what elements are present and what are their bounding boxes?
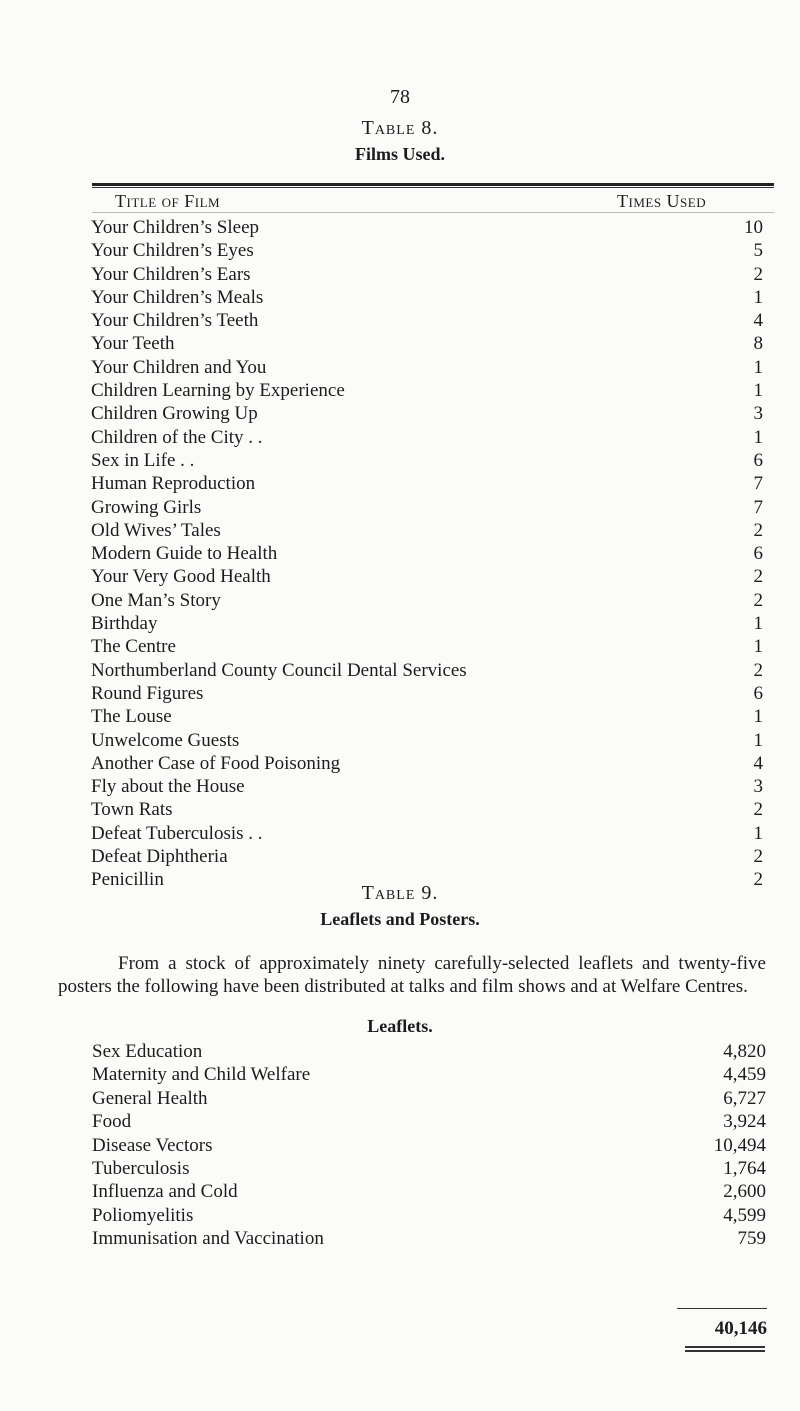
leaflet-row-title: Sex Education: [92, 1041, 203, 1062]
film-row-title: Fly about the House: [91, 776, 245, 798]
film-row: [91, 752, 763, 775]
film-row-count: 1: [753, 706, 763, 728]
film-row-count: 6: [753, 543, 763, 565]
film-row: [91, 519, 763, 542]
film-row-title: Children Growing Up: [91, 403, 258, 425]
film-row-title: Town Rats: [91, 799, 173, 821]
film-row: [91, 822, 763, 845]
leaflet-row-title: Immunisation and Vaccination: [92, 1228, 324, 1250]
leaflet-row-count: 4,820: [723, 1041, 766, 1062]
film-row: [91, 496, 763, 519]
sum-rule: [677, 1308, 767, 1309]
films-table: [91, 216, 763, 892]
intro-text: From a stock of approximately ninety carefully-selected leaflets and twenty-five posters the following have been distributed at talks and film shows and at Welfare Centres.: [58, 953, 766, 997]
leaflet-row-title: Disease Vectors: [92, 1134, 213, 1156]
film-row-count: 1: [753, 636, 763, 658]
film-row-count: 7: [753, 473, 763, 495]
film-row: [91, 845, 763, 868]
film-row-title: Defeat Tuberculosis . .: [91, 822, 263, 844]
film-row-count: 1: [753, 822, 763, 844]
intro-paragraph: [58, 952, 766, 998]
film-row-title: Round Figures: [91, 682, 204, 704]
film-row-title: Human Reproduction: [91, 473, 256, 495]
leaflet-row-count: 1,764: [723, 1157, 766, 1179]
leaflet-row: [92, 1157, 766, 1180]
leaflet-row: [92, 1040, 766, 1063]
table-8-subtitle: Films Used.: [355, 144, 445, 164]
leaflet-row: [92, 1227, 766, 1250]
film-row-count: 2: [753, 589, 763, 611]
film-row: [91, 263, 763, 286]
film-row: [91, 798, 763, 821]
film-row-count: 1: [753, 286, 763, 308]
film-row-count: 1: [753, 380, 763, 402]
film-row: [91, 589, 763, 612]
film-row-title: Growing Girls: [91, 496, 202, 518]
film-row: [91, 635, 763, 658]
film-row-count: 1: [753, 613, 763, 635]
film-row: [91, 309, 763, 332]
film-row: [91, 379, 763, 402]
leaflets-table: [92, 1040, 766, 1251]
leaflet-row-count: 10,494: [713, 1134, 766, 1156]
film-row-title: The Louse: [91, 706, 172, 728]
film-row-count: 4: [753, 310, 763, 332]
column-header-times: Times Used: [617, 191, 707, 211]
leaflet-row: [92, 1087, 766, 1110]
film-row-title: Your Children and You: [91, 356, 267, 378]
table-8-label: Table 8.: [361, 117, 439, 139]
leaflet-row-title: Tuberculosis: [92, 1157, 190, 1179]
film-row-title: Sex in Life . .: [91, 449, 195, 471]
page-number: 78: [390, 86, 410, 108]
film-row-title: Your Teeth: [91, 333, 175, 355]
film-row-count: 1: [753, 426, 763, 448]
leaflet-row-title: Poliomyelitis: [92, 1204, 194, 1226]
film-row: [91, 775, 763, 798]
film-row: [91, 239, 763, 262]
film-row: [91, 449, 763, 472]
header-underline: [92, 212, 774, 213]
film-row-title: Your Children’s Ears: [91, 263, 251, 285]
film-row-count: 10: [744, 217, 763, 238]
film-row-title: Modern Guide to Health: [91, 543, 278, 565]
film-row: [91, 705, 763, 728]
film-row-count: 2: [753, 869, 763, 891]
film-row-count: 2: [753, 519, 763, 541]
film-row-title: Unwelcome Guests: [91, 729, 240, 751]
film-row: [91, 356, 763, 379]
leaflet-row-count: 759: [737, 1228, 766, 1250]
film-row-count: 6: [753, 449, 763, 471]
film-row: [91, 402, 763, 425]
film-row-count: 6: [753, 682, 763, 704]
film-row-count: 3: [753, 776, 763, 798]
leaflets-total: 40,146: [714, 1318, 767, 1339]
leaflet-row-count: 4,599: [723, 1204, 766, 1226]
film-row: [91, 472, 763, 495]
film-row-count: 3: [753, 403, 763, 425]
film-row-title: Northumberland County Council Dental Services: [91, 659, 467, 681]
film-row-title: Your Children’s Sleep: [91, 217, 260, 238]
leaflet-row-count: 2,600: [723, 1181, 766, 1203]
film-row-title: Your Very Good Health: [91, 566, 271, 588]
film-row-count: 4: [753, 752, 763, 774]
film-row-count: 7: [753, 496, 763, 518]
film-row: [91, 682, 763, 705]
leaflet-row: [92, 1180, 766, 1203]
film-row: [91, 612, 763, 635]
film-row-title: Birthday: [91, 613, 158, 635]
total-double-rule-top: [685, 1346, 765, 1348]
leaflet-row-title: Influenza and Cold: [92, 1181, 238, 1203]
leaflet-row-count: 6,727: [723, 1087, 766, 1109]
film-row-count: 2: [753, 566, 763, 588]
film-row-title: Your Children’s Teeth: [91, 310, 259, 332]
leaflet-row-title: Maternity and Child Welfare: [92, 1064, 311, 1086]
film-row-title: Children Learning by Experience: [91, 380, 345, 402]
leaflet-row: [92, 1204, 766, 1227]
film-row: [91, 659, 763, 682]
film-row: [91, 542, 763, 565]
film-row-title: Children of the City . .: [91, 426, 263, 448]
film-row-count: 1: [753, 356, 763, 378]
film-row: [91, 729, 763, 752]
film-row-count: 8: [753, 333, 763, 355]
film-row-title: Penicillin: [91, 869, 164, 891]
film-row-title: Your Children’s Eyes: [91, 240, 254, 262]
film-row-title: One Man’s Story: [91, 589, 221, 611]
table-top-rule-thin: [92, 187, 774, 188]
film-row-count: 2: [753, 799, 763, 821]
film-row: [91, 426, 763, 449]
film-row-title: Defeat Diphtheria: [91, 846, 228, 868]
total-double-rule-bottom: [685, 1350, 765, 1352]
leaflets-heading: Leaflets.: [367, 1016, 433, 1036]
film-row: [91, 216, 763, 239]
leaflet-row: [92, 1134, 766, 1157]
leaflet-row-title: General Health: [92, 1087, 208, 1109]
film-row-title: Old Wives’ Tales: [91, 519, 221, 541]
film-row-title: Another Case of Food Poisoning: [91, 752, 341, 774]
film-row-count: 2: [753, 263, 763, 285]
leaflet-row: [92, 1110, 766, 1133]
table-9-label: Table 9.: [361, 882, 439, 904]
film-row-count: 1: [753, 729, 763, 751]
leaflet-row-title: Food: [92, 1111, 132, 1133]
film-row-title: Your Children’s Meals: [91, 286, 264, 308]
table-top-rule: [92, 183, 774, 186]
film-row-count: 2: [753, 659, 763, 681]
column-header-title: Title of Film: [115, 191, 221, 211]
table-9-subtitle: Leaflets and Posters.: [320, 909, 480, 929]
film-row: [91, 332, 763, 355]
leaflet-row-count: 3,924: [723, 1111, 766, 1133]
film-row-count: 5: [753, 240, 763, 262]
film-row-count: 2: [753, 846, 763, 868]
film-row-title: The Centre: [91, 636, 176, 658]
leaflet-row: [92, 1063, 766, 1086]
leaflet-row-count: 4,459: [723, 1064, 766, 1086]
film-row: [91, 565, 763, 588]
film-row: [91, 286, 763, 309]
